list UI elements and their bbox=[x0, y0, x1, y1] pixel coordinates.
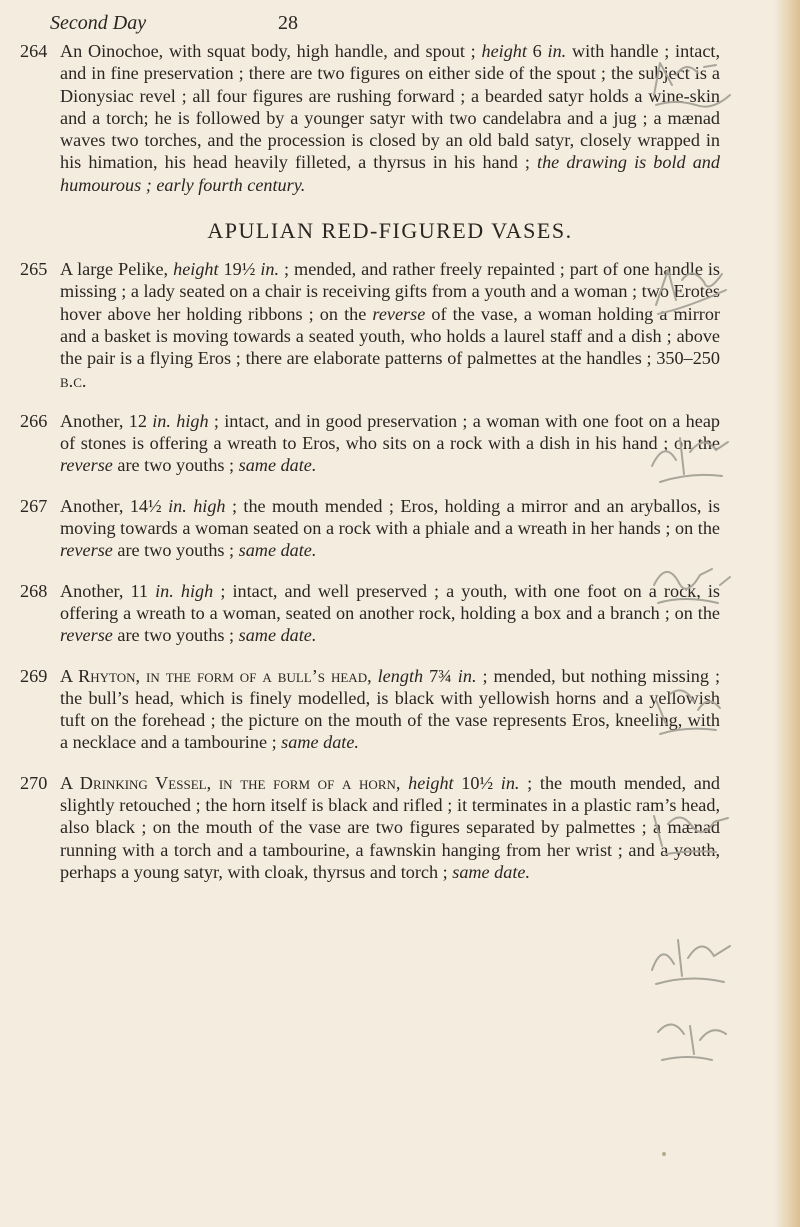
text-run: reverse bbox=[60, 455, 113, 476]
text-run: same date. bbox=[238, 540, 317, 561]
text-run: of the vase, a woman holding a mirror and a basket is moving towards a seated youth, who holds a laurel staff and a dish ; above the pair is a flying Eros ; there are elaborate patterns of palmettes at the handles ; 350–250 bbox=[60, 303, 720, 369]
text-run: 19½ bbox=[218, 259, 261, 280]
lot-266 bbox=[20, 410, 720, 477]
running-head-title: Second Day bbox=[50, 12, 147, 34]
lot-number: 265 bbox=[20, 259, 48, 280]
lot-267 bbox=[20, 495, 720, 562]
lot-269 bbox=[20, 665, 720, 754]
pencil-annotation bbox=[646, 430, 736, 490]
text-run: high bbox=[180, 580, 214, 601]
paper-spot bbox=[662, 1152, 666, 1156]
text-run: reverse bbox=[60, 625, 113, 646]
pencil-annotation bbox=[646, 260, 736, 320]
text-run: A Drinking Vessel, in the form of a horn, bbox=[60, 772, 401, 793]
text-run: 6 bbox=[526, 41, 548, 61]
lot-268 bbox=[20, 580, 720, 647]
lot-number: 268 bbox=[20, 580, 48, 601]
lot-description bbox=[60, 665, 720, 754]
text-run bbox=[174, 581, 181, 601]
text-run: in. bbox=[168, 495, 187, 516]
lot-number: 266 bbox=[20, 410, 48, 431]
text-run: A large Pelike, bbox=[60, 259, 174, 280]
lot-264 bbox=[20, 40, 720, 196]
running-head bbox=[50, 12, 550, 38]
text-run: ; mended, but nothing missing ; the bull’s head, which is finely modelled, is black with yellowish horns and a yellowish tuft on the forehead ; the picture on the mouth of the vase represents Eros, kneeling, with a necklace and a tambourine ; bbox=[60, 665, 721, 753]
text-run: b.c. bbox=[60, 370, 87, 391]
text-run: ; the mouth mended, and slightly retouched ; the horn itself is black and rifled ; it terminates in a plastic ram’s head, also black ; on the mouth of the vase are two figures separated by palmettes ; a mænad running with a torch and a tambourine, a fawnskin hanging from her wrist ; and a youth, perhaps a young satyr, with cloak, thyrsus and torch ; bbox=[60, 772, 721, 882]
text-run: A Rhyton, in the form of a bull’s head, bbox=[60, 665, 372, 686]
text-run: length bbox=[377, 665, 424, 686]
text-run: height bbox=[173, 259, 219, 280]
text-run: reverse bbox=[372, 303, 426, 324]
lot-description bbox=[60, 40, 720, 196]
text-run: Another, 12 bbox=[60, 410, 153, 431]
text-run: 7¾ bbox=[423, 665, 458, 686]
lot-number: 269 bbox=[20, 665, 48, 686]
section-heading: APULIAN RED-FIGURED VASES. bbox=[207, 218, 573, 244]
catalogue-body bbox=[20, 38, 720, 901]
text-run: ; intact, and in good preservation ; a woman with one foot on a heap of stones is offering a wreath to Eros, who sits on a rock with a dish in his hand ; on the bbox=[60, 410, 720, 454]
pencil-annotation bbox=[646, 55, 736, 115]
lot-number: 264 bbox=[20, 41, 48, 61]
lot-description bbox=[60, 580, 720, 647]
pencil-annotation bbox=[646, 1010, 736, 1070]
text-run bbox=[400, 773, 408, 793]
text-run: high bbox=[193, 495, 226, 516]
text-run: in. bbox=[500, 772, 520, 793]
text-run: in. bbox=[155, 580, 174, 601]
text-run: are two youths ; bbox=[112, 625, 239, 646]
text-run: height bbox=[481, 41, 527, 61]
text-run: Another, 14½ bbox=[60, 495, 169, 516]
pencil-annotation bbox=[646, 555, 736, 615]
text-run: ; mended, and rather freely repainted ; part of one handle is missing ; a lady seated on a chair is receiving gifts from a youth and a woman ; two Erotes hover above her holding ribbons ; on the bbox=[60, 259, 720, 324]
text-run: same date. bbox=[238, 455, 317, 476]
text-run: are two youths ; bbox=[112, 455, 239, 476]
text-run: same date. bbox=[281, 732, 359, 753]
pencil-annotation bbox=[646, 680, 736, 740]
lot-number: 267 bbox=[20, 495, 48, 516]
text-run: in. bbox=[457, 665, 477, 686]
pencil-annotation bbox=[646, 930, 736, 990]
text-run: in. bbox=[152, 410, 171, 431]
lot-265 bbox=[20, 258, 720, 392]
text-run: 10½ bbox=[453, 772, 501, 793]
text-run: An Oinochoe, with squat body, high handle, and spout ; bbox=[60, 41, 482, 61]
pencil-annotation bbox=[646, 800, 736, 860]
text-run: ; intact, and well preserved ; a youth, with one foot on a rock, is offering a wreath to a woman, seated on another rock, holding a box and a branch ; on the bbox=[60, 580, 721, 623]
lot-description bbox=[60, 495, 720, 562]
text-run: in. bbox=[547, 41, 567, 61]
page-number: 28 bbox=[278, 12, 298, 34]
text-run: height bbox=[408, 772, 454, 793]
lot-description bbox=[60, 410, 720, 477]
text-run: reverse bbox=[60, 540, 113, 561]
page-edge bbox=[774, 0, 800, 1227]
text-run: same date. bbox=[452, 861, 531, 882]
text-run: ; the mouth mended ; Eros, holding a mirror and an aryballos, is moving towards a woman seated on a rock with a phiale and a wreath in her hands ; on the bbox=[60, 495, 720, 539]
text-run: are two youths ; bbox=[112, 540, 239, 561]
text-run: with handle ; intact, and in fine preservation ; there are two figures on either side of the spout ; the subject is a Dionysiac revel ; all four figures are rushing forward ; a bearded satyr holds a wine-skin and a torch; he is followed by a younger satyr with two candelabra and a jug ; a mænad waves two torches, and the procession is closed by an old bald satyr, closely wrapped in his himation, his head heavily filleted, a thyrsus in his hand ; bbox=[60, 41, 720, 173]
text-run: Another, 11 bbox=[60, 580, 156, 601]
text-run: high bbox=[176, 410, 209, 431]
lot-description bbox=[60, 772, 720, 883]
text-run: in. bbox=[260, 259, 280, 280]
lot-number: 270 bbox=[20, 772, 48, 793]
lot-description bbox=[60, 258, 720, 392]
lot-270 bbox=[20, 772, 720, 883]
text-run: the drawing is bold and humourous ; early fourth century. bbox=[60, 152, 720, 195]
text-run: same date. bbox=[238, 625, 317, 646]
